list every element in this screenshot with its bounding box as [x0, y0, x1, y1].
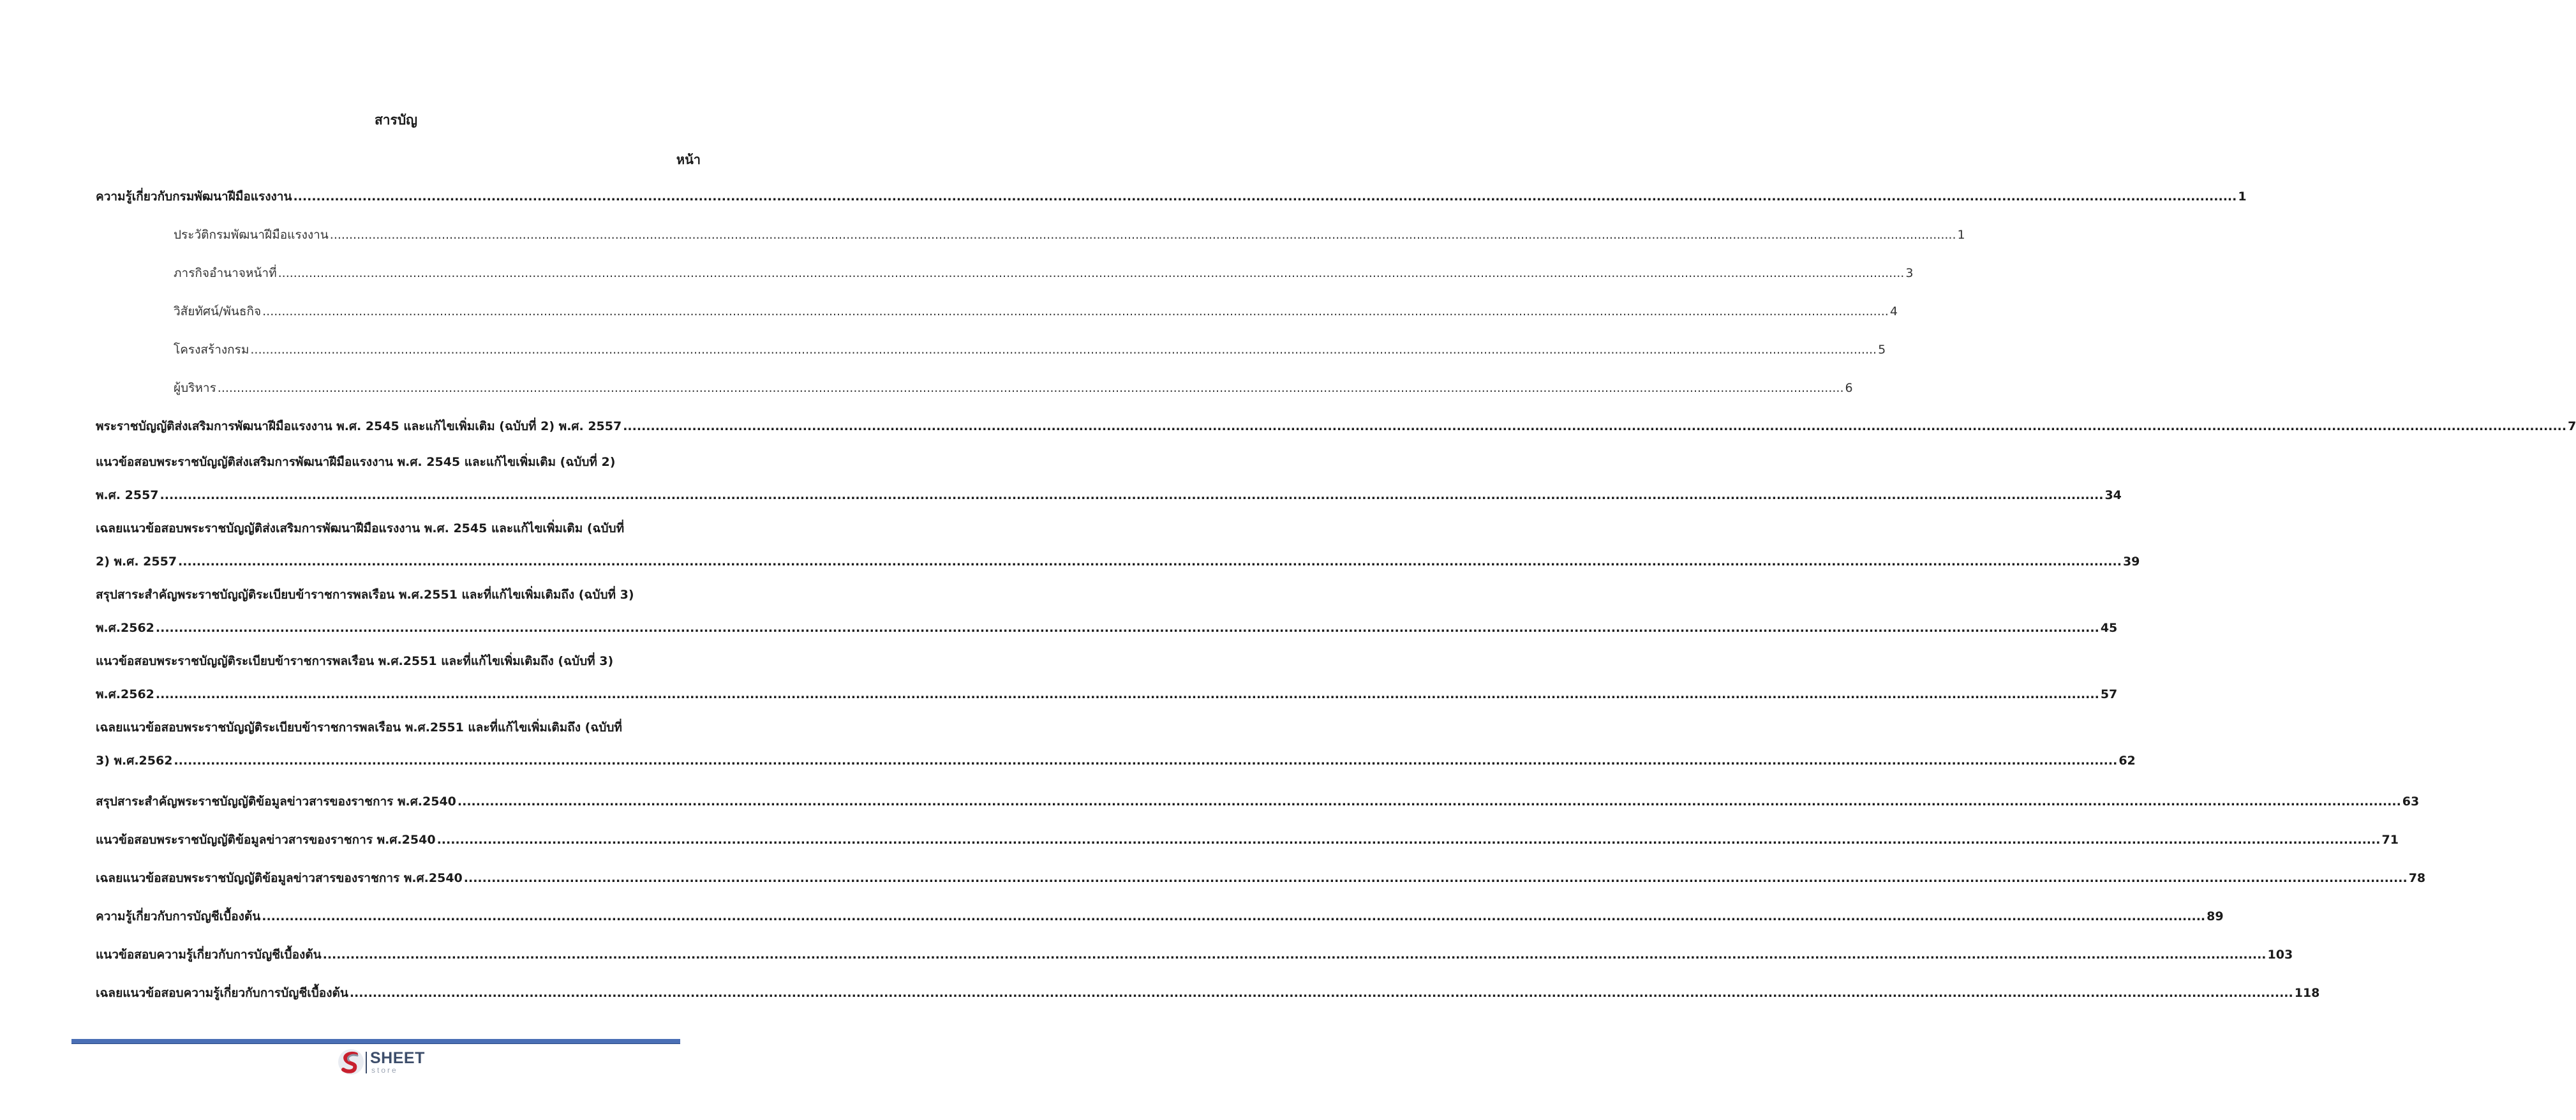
logo-mark-icon — [337, 1048, 365, 1076]
toc-entry-page: 34 — [2104, 488, 2122, 502]
toc-entry-title: พระราชบัญญัติส่งเสริมการพัฒนาฝีมือแรงงาน พ.ศ. 2545 และแก้ไขเพิ่มเติม (ฉบับที่ 2) พ.ศ. 2557 — [96, 419, 622, 433]
logo-subtext: store — [371, 1066, 398, 1075]
dot-leader — [323, 947, 2267, 962]
toc-entry-page: 78 — [2408, 871, 2426, 885]
toc-entry-title-line1: เฉลยแนวข้อสอบพระราชบัญญัติส่งเสริมการพัฒนาฝีมือแรงงาน พ.ศ. 2545 และแก้ไขเพิ่มเติม (ฉบับที่ — [96, 521, 625, 535]
toc-entry-page: 3 — [1905, 266, 1914, 280]
toc-entry-page: 89 — [2207, 909, 2224, 923]
toc-entry-title: ภารกิจอำนาจหน้าที่ — [174, 266, 277, 280]
dot-leader — [262, 909, 2205, 924]
toc-entry[interactable] — [96, 189, 2247, 204]
toc-entry-title: แนวข้อสอบพระราชบัญญัติข้อมูลข่าวสารของราชการ พ.ศ.2540 — [96, 833, 436, 847]
toc-subentry[interactable] — [174, 227, 1965, 243]
logo-divider — [366, 1052, 367, 1073]
toc-entry-page: 4 — [1889, 304, 1898, 318]
toc-entry[interactable] — [96, 454, 2122, 503]
toc-entry-title-line2: พ.ศ.2562 — [96, 621, 154, 635]
sheet-store-logo — [337, 1048, 433, 1077]
toc-entry[interactable] — [96, 521, 2140, 569]
toc-entry-title: โครงสร้างกรม — [174, 343, 249, 357]
toc-entry-title-line1: สรุปสาระสำคัญพระราชบัญญัติระเบียบข้าราชการพลเรือน พ.ศ.2551 และที่แก้ไขเพิ่มเติมถึง (ฉบับที่ 3) — [96, 588, 634, 602]
toc-entry-page: 71 — [2381, 833, 2399, 847]
toc-entry-title: วิสัยทัศน์/พันธกิจ — [174, 304, 262, 318]
toc-entry[interactable] — [96, 653, 2118, 702]
toc-entry-page: 103 — [2267, 948, 2293, 962]
toc-entry-title: เฉลยแนวข้อสอบความรู้เกี่ยวกับการบัญชีเบื้องต้น — [96, 986, 348, 1000]
toc-entry-title-line1: เฉลยแนวข้อสอบพระราชบัญญัติระเบียบข้าราชการพลเรือน พ.ศ.2551 และที่แก้ไขเพิ่มเติมถึง (ฉบับที่ — [96, 721, 622, 735]
dot-leader — [293, 189, 2237, 204]
dot-leader — [464, 870, 2408, 886]
toc-entry-title: ผู้บริหาร — [174, 381, 216, 395]
toc-entry-page: 63 — [2402, 795, 2420, 809]
toc-entry[interactable] — [96, 947, 2293, 962]
toc-entry[interactable] — [96, 419, 2576, 434]
page-title: สารบัญ — [374, 112, 418, 128]
dot-leader — [156, 687, 2099, 702]
dot-leader — [250, 342, 1877, 357]
toc-entry-page: 5 — [1878, 343, 1886, 357]
toc-subentry[interactable] — [174, 304, 1898, 319]
toc-entry-title-line2: พ.ศ. 2557 — [96, 488, 159, 502]
toc-entry-title: สรุปสาระสำคัญพระราชบัญญัติข้อมูลข่าวสารของราชการ พ.ศ.2540 — [96, 795, 456, 809]
toc-subentry[interactable] — [174, 342, 1886, 357]
toc-entry[interactable] — [96, 870, 2426, 886]
toc-entry-title: เฉลยแนวข้อสอบพระราชบัญญัติข้อมูลข่าวสารของราชการ พ.ศ.2540 — [96, 871, 463, 885]
toc-entry[interactable] — [96, 587, 2118, 636]
toc-entry[interactable] — [96, 832, 2399, 847]
page-column-header: หน้า — [676, 152, 701, 167]
dot-leader — [330, 227, 1956, 243]
toc-entry-page: 1 — [2238, 190, 2247, 204]
toc-entry-page: 39 — [2122, 555, 2140, 569]
dot-leader — [278, 265, 1905, 281]
toc-entry-title: ความรู้เกี่ยวกับการบัญชีเบื้องต้น — [96, 909, 261, 923]
dot-leader — [623, 419, 2566, 434]
logo-wordmark: SHEET — [370, 1049, 425, 1067]
footer-rule — [71, 1039, 680, 1044]
toc-entry-title: แนวข้อสอบความรู้เกี่ยวกับการบัญชีเบื้องต้น — [96, 948, 322, 962]
toc-entry-page: 6 — [1845, 381, 1853, 395]
dot-leader — [156, 620, 2099, 636]
toc-entry[interactable] — [96, 794, 2420, 809]
toc-entry-page: 118 — [2294, 986, 2320, 1000]
dot-leader — [160, 488, 2104, 503]
dot-leader — [350, 985, 2293, 1001]
toc-entry[interactable] — [96, 985, 2320, 1001]
toc-entry-title-line1: แนวข้อสอบพระราชบัญญัติส่งเสริมการพัฒนาฝีมือแรงงาน พ.ศ. 2545 และแก้ไขเพิ่มเติม (ฉบับที่ 2) — [96, 455, 616, 469]
toc-entry-title: ความรู้เกี่ยวกับกรมพัฒนาฝีมือแรงงาน — [96, 190, 292, 204]
toc-entry-page: 57 — [2100, 687, 2118, 701]
toc-entry-page: 62 — [2118, 754, 2136, 768]
toc-entry-page: 7 — [2568, 419, 2576, 433]
dot-leader — [437, 832, 2381, 847]
toc-entry-title-line2: 2) พ.ศ. 2557 — [96, 555, 177, 569]
dot-leader — [262, 304, 1889, 319]
dot-leader — [218, 380, 1844, 396]
dot-leader — [174, 753, 2117, 768]
toc-entry[interactable] — [96, 909, 2224, 924]
toc-subentry[interactable] — [174, 265, 1914, 281]
dot-leader — [178, 554, 2122, 569]
toc-entry-title-line2: พ.ศ.2562 — [96, 687, 154, 701]
toc-entry-page: 45 — [2100, 621, 2118, 635]
toc-entry-page: 1 — [1957, 228, 1965, 242]
dot-leader — [458, 794, 2401, 809]
toc-entry-title: ประวัติกรมพัฒนาฝีมือแรงงาน — [174, 228, 329, 242]
toc-entry-title-line1: แนวข้อสอบพระราชบัญญัติระเบียบข้าราชการพลเรือน พ.ศ.2551 และที่แก้ไขเพิ่มเติมถึง (ฉบับที่ 3) — [96, 654, 614, 668]
toc-subentry[interactable] — [174, 380, 1853, 396]
toc-entry[interactable] — [96, 720, 2136, 768]
toc-entry-title-line2: 3) พ.ศ.2562 — [96, 754, 173, 768]
